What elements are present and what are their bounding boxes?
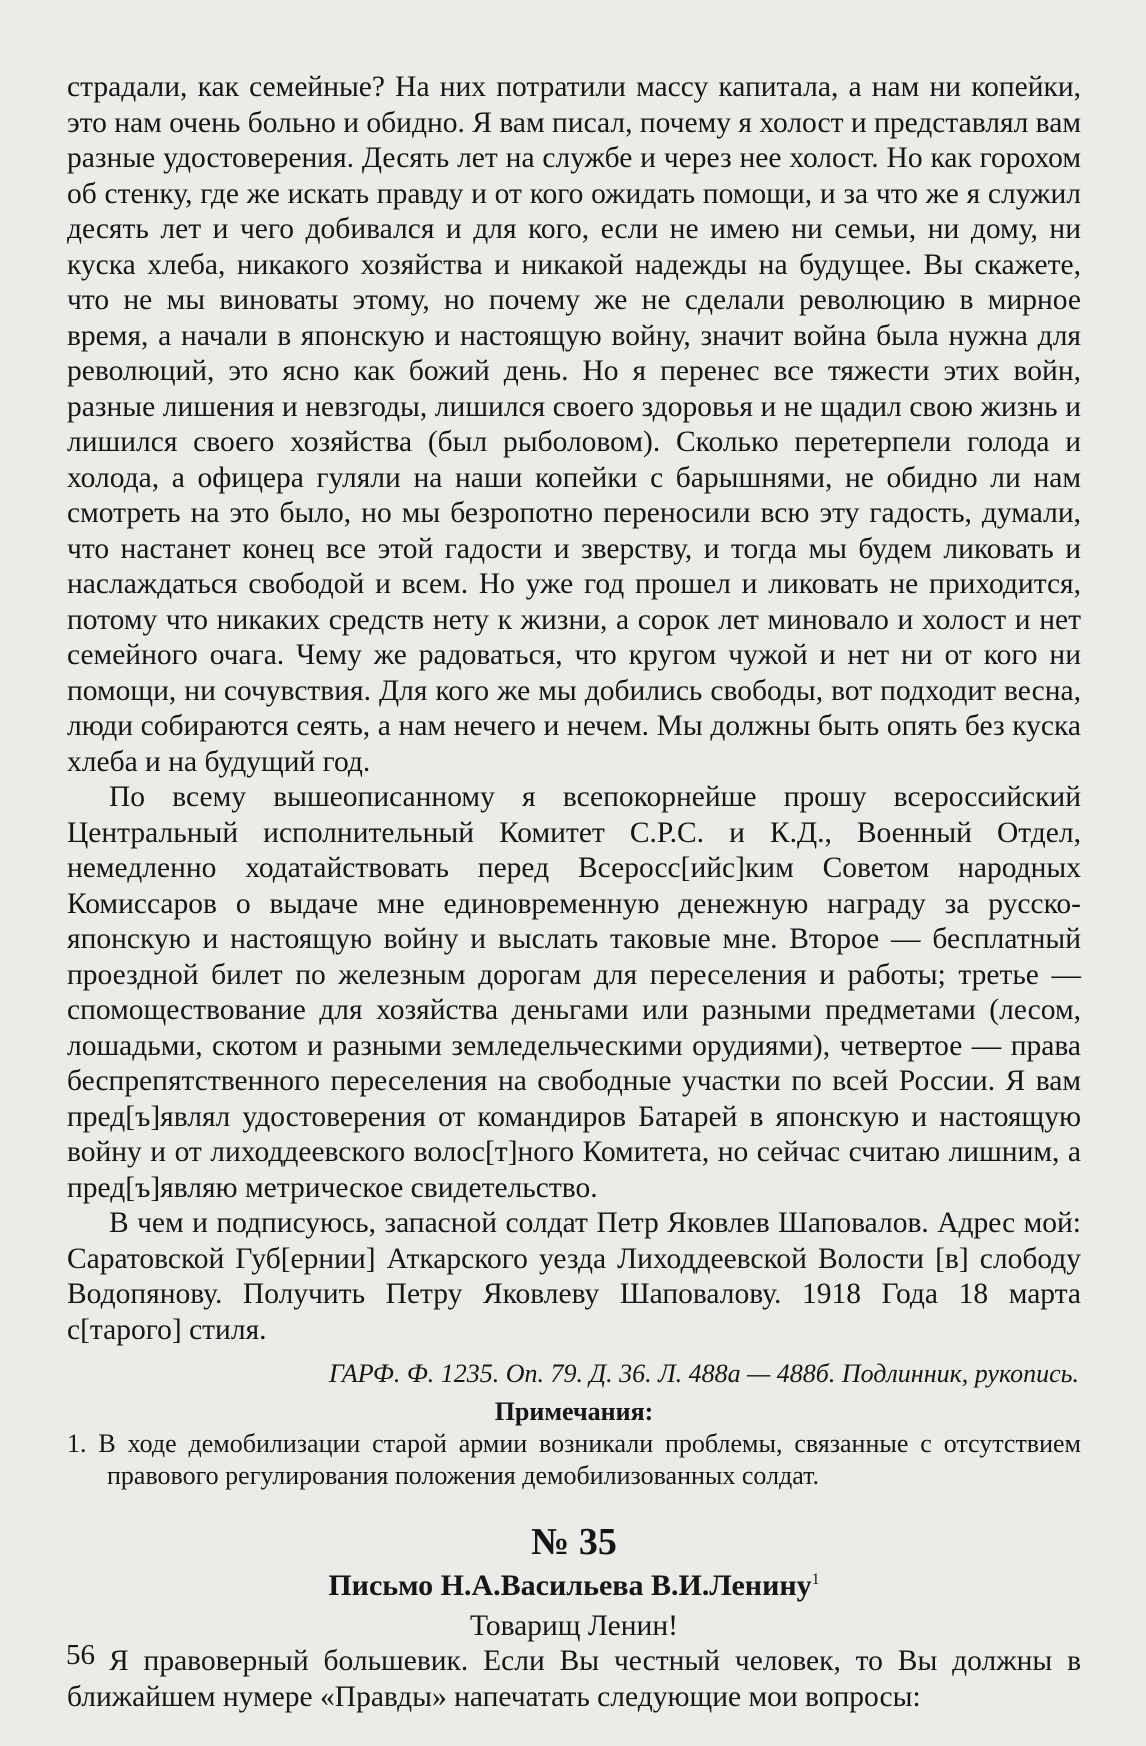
note-item: 1. В ходе демобилизации старой армии возникали проблемы, связанные с отсутствием правового регулирования положения демобилизованных солдат. bbox=[67, 1429, 1081, 1490]
body-paragraph-2: По всему вышеописанному я всепокорнейше прошу всероссийский Центральный исполнительный Комитет С.Р.С. и К.Д., Военный Отдел, немедленно ходатайствовать перед Всеросс[ийс]ким Советом народных Комиссаров о выдаче мне единовременную денежную награду за русско-японскую и настоящую войну и выслать таковые мне. Второе — бесплатный проездной билет по железным дорогам для переселения и работы; третье — спомоществование для хозяйства деньгами или разными предметами (лесом, лошадьми, скотом и разными земледельческими орудиями), четвертое — права беспрепятственного переселения на свободные участки по всей России. Я вам пред[ъ]являл удостоверения от командиров Батарей в японскую и настоящую войну и от лиходдеевского волос[т]ного Комитета, но сейчас считаю лишним, а пред[ъ]являю метрическое свидетельство. bbox=[67, 781, 1081, 1204]
letter-paragraph: Я правоверный большевик. Если Вы честный человек, то Вы должны в ближайшем нумере «Правды» напечатать следующие мои вопросы: bbox=[67, 1645, 1081, 1713]
document-number: № 35 bbox=[531, 1521, 617, 1563]
salutation: Товарищ Ленин! bbox=[470, 1610, 678, 1642]
page-number: 56 bbox=[66, 1639, 95, 1671]
footnote-ref: 1 bbox=[811, 1571, 820, 1588]
notes-heading: Примечания: bbox=[494, 1397, 654, 1426]
document-title bbox=[67, 1568, 1081, 1604]
archive-citation: ГАРФ. Ф. 1235. Оп. 79. Д. 36. Л. 488а — 488б. Подлинник, рукопись. bbox=[329, 1359, 1079, 1388]
body-paragraph-1: страдали, как семейные? На них потратили массу капитала, а нам ни копейки, это нам очень больно и обидно. Я вам писал, почему я холост и представлял вам разные удостоверения. Десять лет на службе и через нее холост. Но как горохом об стенку, где же искать правду и от кого ожидать помощи, и за что же я служил десять лет и чего добивался и для кого, если не имею ни семьи, ни дому, ни куска хлеба, никакого хозяйства и никакой надежды на будущее. Вы скажете, что не мы виноваты этому, но почему же не сделали революцию в мирное время, а начали в японскую и настоящую войну, значит война была нужна для революций, это ясно как божий день. Но я перенес все тяжести этих войн, разные лишения и невзгоды, лишился своего здоровья и не щадил свою жизнь и лишился своего хозяйства (был рыболовом). Сколько перетерпели голода и холода, а офицера гуляли на наши копейки с барышнями, не обидно ли нам смотреть на это было, но мы безропотно переносили всю эту гадость, думали, что настанет конец все этой гадости и зверству, и тогда мы будем ликовать и наслаждаться свободой и всем. Но уже год прошел и ликовать не приходится, потому что никаких средств нету к жизни, а сорок лет миновало и холост и нет семейного очага. Чему же радоваться, что кругом чужой и нет ни от кого ни помощи, ни сочувствия. Для кого же мы добились свободы, вот подходит весна, люди собираются сеять, а нам нечего и нечем. Мы должны быть опять без куска хлеба и на будущий год. bbox=[67, 71, 1081, 778]
body-paragraph-3: В чем и подписуюсь, запасной солдат Петр Яковлев Шаповалов. Адрес мой: Саратовской Губ[ернии] Аткарского уезда Лиходдеевской Волости [в] слободу Водопянову. Получить Петру Яковлеву Шаповалову. 1918 Года 18 марта с[тарого] стиля. bbox=[67, 1207, 1081, 1346]
document-title-text: Письмо Н.А.Васильева В.И.Ленину bbox=[328, 1569, 812, 1602]
page-content bbox=[67, 70, 1081, 1715]
